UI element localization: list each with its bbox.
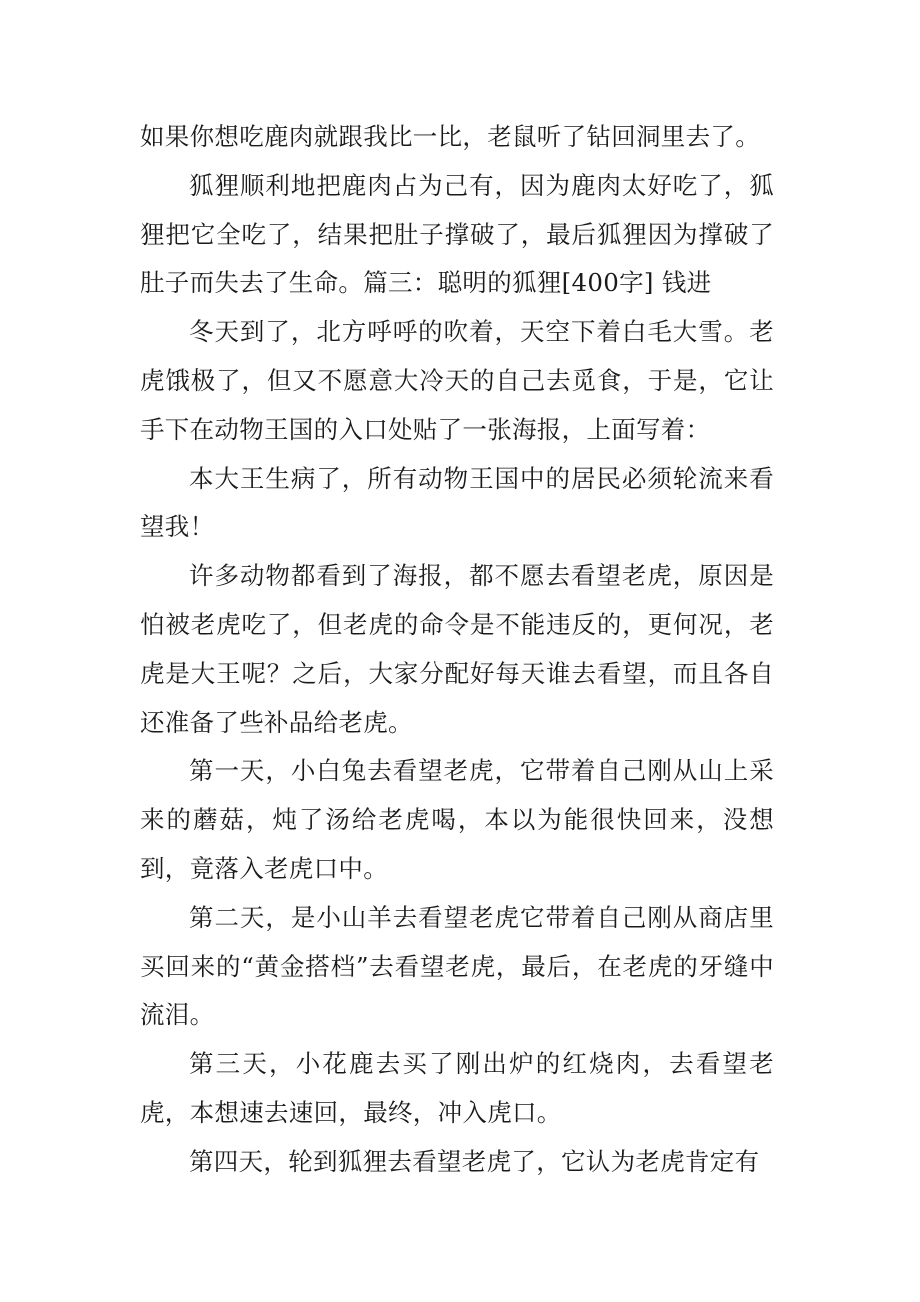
paragraph: 本大王生病了，所有动物王国中的居民必须轮流来看望我！ xyxy=(140,463,774,542)
paragraph: 狐狸顺利地把鹿肉占为己有，因为鹿肉太好吃了，狐狸把它全吃了，结果把肚子撑破了，最后狐狸因为撑破了肚子而失去了生命。篇三：聪明的狐狸[400字] 钱进 xyxy=(140,170,774,298)
paragraph-continuation: 如果你想吃鹿肉就跟我比一比，老鼠听了钻回洞里去了。 xyxy=(140,122,760,151)
paragraph: 冬天到了，北方呼呼的吹着，天空下着白毛大雪。老虎饿极了，但又不愿意大冷天的自己去觅食，于是，它让手下在动物王国的入口处贴了一张海报，上面写着： xyxy=(140,317,774,444)
paragraph: 第二天，是小山羊去看望老虎它带着自己刚从商店里买回来的“黄金搭档”去看望老虎，最后，在老虎的牙缝中流泪。 xyxy=(140,902,774,1030)
document-body xyxy=(140,113,774,1187)
paragraph: 第一天，小白兔去看望老虎，它带着自己刚从山上采来的蘑菇，炖了汤给老虎喝，本以为能很快回来，没想到，竟落入老虎口中。 xyxy=(140,756,774,883)
paragraph: 第三天，小花鹿去买了刚出炉的红烧肉，去看望老虎，本想速去速回，最终，冲入虎口。 xyxy=(140,1049,774,1127)
paragraph: 第四天，轮到狐狸去看望老虎了，它认为老虎肯定有 xyxy=(189,1146,760,1176)
paragraph: 许多动物都看到了海报，都不愿去看望老虎，原因是怕被老虎吃了，但老虎的命令是不能违反的，更何况，老虎是大王呢？之后，大家分配好每天谁去看望，而且各自还准备了些补品给老虎。 xyxy=(140,561,774,737)
